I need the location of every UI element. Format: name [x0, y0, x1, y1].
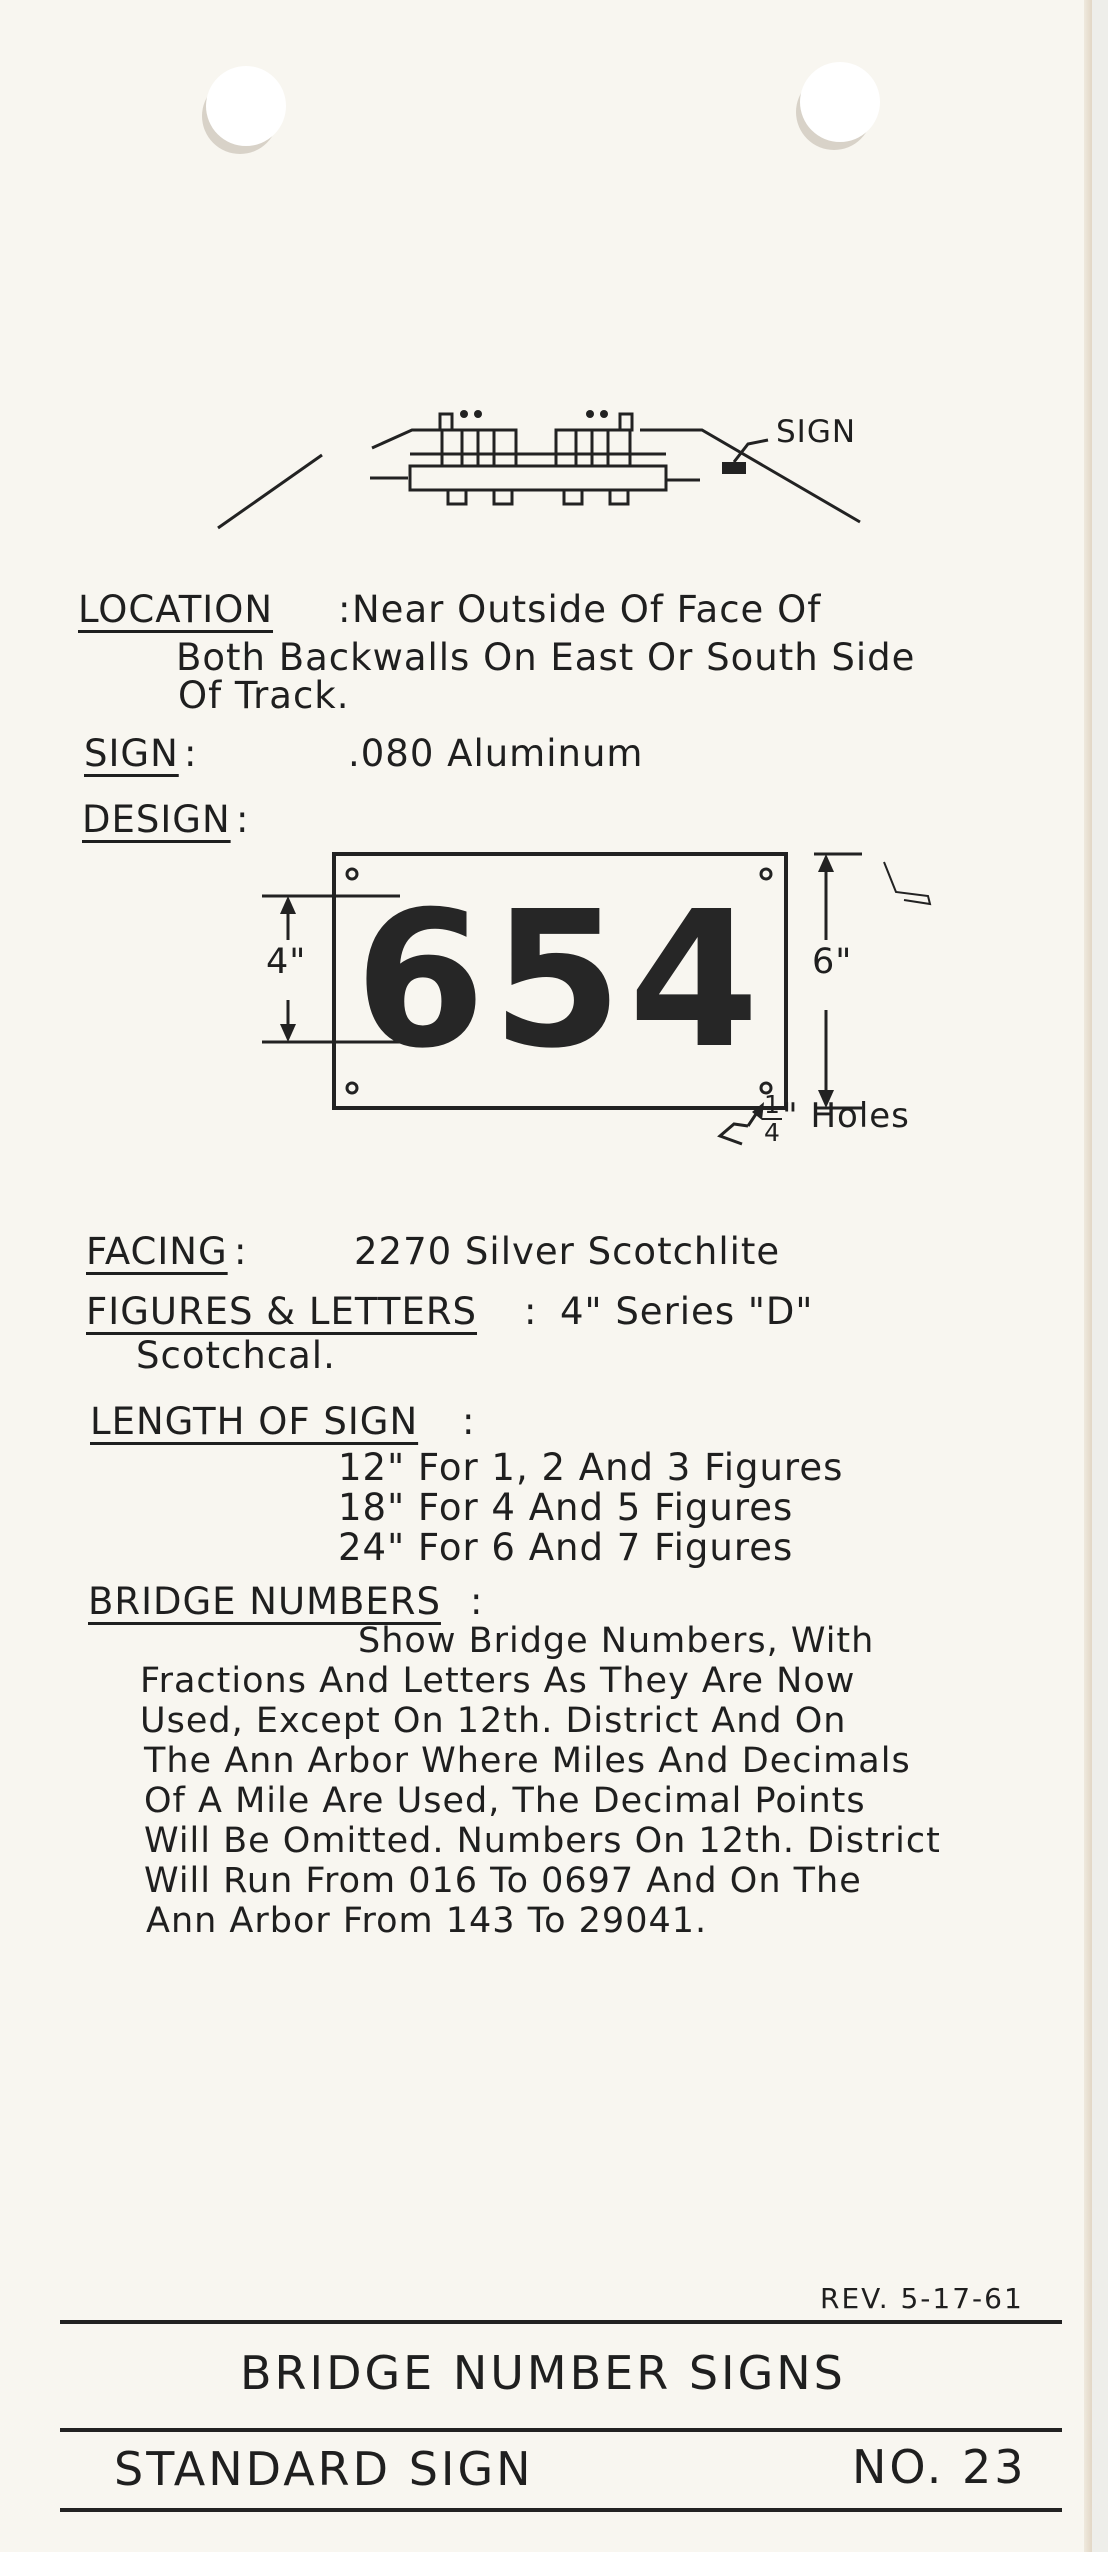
- figures-letters-separator: :: [524, 1290, 538, 1333]
- holes-fraction-denominator: 4: [764, 1118, 780, 1147]
- sign-label: SIGN: [84, 732, 179, 775]
- footer-title: BRIDGE NUMBER SIGNS: [240, 2346, 846, 2400]
- length-of-sign-separator: :: [462, 1400, 476, 1443]
- location-line-3: Of Track.: [178, 674, 350, 717]
- bridge-numbers-line: Show Bridge Numbers, With: [358, 1621, 875, 1661]
- bridge-numbers-line: Will Be Omitted. Numbers On 12th. District: [144, 1821, 941, 1861]
- sign-separator: :: [184, 732, 198, 775]
- sign-value: .080 Aluminum: [348, 732, 644, 775]
- holes-label: " Holes: [782, 1096, 910, 1136]
- location-separator: :: [338, 588, 352, 631]
- sign-height-figures: 4": [266, 942, 307, 982]
- facing-label: FACING: [86, 1230, 228, 1273]
- bridge-numbers-line: Ann Arbor From 143 To 29041.: [146, 1901, 708, 1941]
- design-separator: :: [236, 798, 250, 841]
- design-label: DESIGN: [82, 798, 231, 841]
- bridge-cross-section-diagram: [0, 0, 1092, 560]
- standard-sign-label: STANDARD SIGN: [114, 2442, 534, 2496]
- bridge-numbers-line: Will Run From 016 To 0697 And On The: [144, 1861, 862, 1901]
- revision-date: REV. 5-17-61: [820, 2282, 1024, 2315]
- bridge-numbers-separator: :: [470, 1580, 484, 1623]
- footer-rule-middle: [60, 2428, 1062, 2432]
- bridge-numbers-line: Used, Except On 12th. District And On: [140, 1701, 847, 1741]
- length-row: 12" For 1, 2 And 3 Figures: [338, 1446, 844, 1489]
- bridge-numbers-label: BRIDGE NUMBERS: [88, 1580, 441, 1623]
- sign-height-total: 6": [812, 942, 853, 982]
- holes-fraction: [762, 1092, 782, 1146]
- location-label: LOCATION: [78, 588, 274, 631]
- footer-rule-top: [60, 2320, 1062, 2324]
- figures-letters-value-2: Scotchcal.: [136, 1334, 336, 1377]
- length-of-sign-label: LENGTH OF SIGN: [90, 1400, 419, 1443]
- figures-letters-label: FIGURES & LETTERS: [86, 1290, 478, 1333]
- length-row: 18" For 4 And 5 Figures: [338, 1486, 794, 1529]
- holes-fraction-numerator: 1: [764, 1090, 780, 1119]
- sign-callout-label: SIGN: [776, 414, 857, 450]
- footer-rule-bottom: [60, 2508, 1062, 2512]
- facing-separator: :: [234, 1230, 248, 1273]
- bridge-numbers-line: Fractions And Letters As They Are Now: [140, 1661, 856, 1701]
- location-line-1: Near Outside Of Face Of: [352, 588, 822, 631]
- location-line-2: Both Backwalls On East Or South Side: [176, 636, 916, 679]
- length-row: 24" For 6 And 7 Figures: [338, 1526, 794, 1569]
- standard-sign-number: NO. 23: [852, 2440, 1027, 2494]
- bridge-numbers-line: Of A Mile Are Used, The Decimal Points: [144, 1781, 866, 1821]
- sign-sample-number: 654: [354, 871, 766, 1090]
- bridge-numbers-line: The Ann Arbor Where Miles And Decimals: [144, 1741, 911, 1781]
- figures-letters-value: 4" Series "D": [560, 1290, 814, 1333]
- facing-value: 2270 Silver Scotchlite: [354, 1230, 781, 1273]
